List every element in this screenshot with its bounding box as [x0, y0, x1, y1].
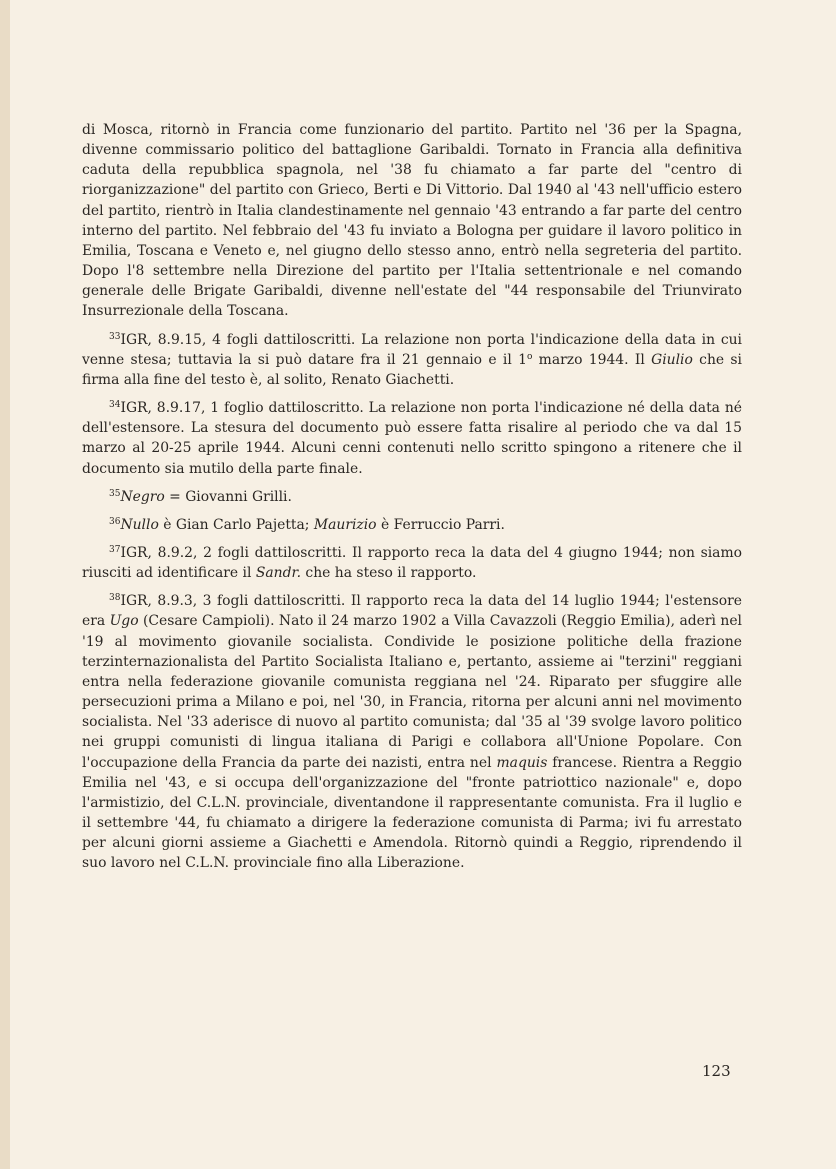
footnote-35	[82, 487, 742, 507]
footnote-number: 36	[109, 516, 121, 527]
codename: Nullo	[120, 516, 159, 533]
footnote-text: marzo 1944. Il	[532, 351, 652, 368]
footnote-36	[82, 515, 742, 535]
footnote-text: IGR, 8.9.2, 2 fogli dattiloscritti. Il rapporto reca la data del 4 giugno 1944; non siamo riusciti ad identificare il	[82, 544, 742, 582]
footnote-text: francese. Rientra a Reggio Emilia nel '43, e si occupa dell'organizzazione del "fronte patriottico nazionale" e, dopo l'armistizio, del C.L.N. provinciale, diventandone il rappresentante comunista. Fra il luglio e il settembre '44, fu chiamato a dirigere la federazione comunista di Parma; ivi fu arrestato per alcuni giorni assieme a Giachetti e Amendola. Ritornò quindi a Reggio, riprendendo il suo lavoro nel C.L.N. provinciale fino alla Liberazione.	[82, 754, 742, 872]
footnote-continuation	[82, 120, 742, 322]
ordinal-marker: o	[526, 351, 533, 362]
footnote-33	[82, 330, 742, 390]
footnote-text: IGR, 8.9.17, 1 foglio dattiloscritto. La relazione non porta l'indicazione né della data né dell'estensore. La stesura del documento può essere fatta risalire al periodo che va dal 15 marzo al 20-25 aprile 1944. Alcuni cenni contenuti nello scritto spingono a ritenere che il documento sia mutilo della parte finale.	[82, 400, 742, 477]
footnote-text: è Gian Carlo Pajetta;	[158, 516, 314, 533]
footnote-34	[82, 398, 742, 479]
footnote-number: 38	[109, 593, 121, 604]
codename: Maurizio	[313, 516, 377, 533]
footnote-text: che ha steso il rapporto.	[301, 565, 477, 582]
codename: Sandr.	[255, 565, 302, 582]
footnote-37	[82, 543, 742, 583]
codename: Ugo	[109, 613, 139, 630]
footnote-number: 35	[109, 488, 121, 499]
footnote-text: IGR, 8.9.3, 3 fogli dattiloscritti. Il rapporto reca la data del 14 luglio 1944; l'estensore era	[82, 593, 742, 630]
codename: Negro	[120, 488, 165, 505]
footnote-text: = Giovanni Grilli.	[164, 488, 292, 505]
codename: Giulio	[651, 351, 693, 368]
continuation-text: di Mosca, ritornò in Francia come funzionario del partito. Partito nel '36 per la Spagna, divenne commissario politico del battaglione Garibaldi. Tornato in Francia alla definitiva caduta della repubblica spagnola, nel '38 fu chiamato a far parte del "centro di riorganizzazione" del partito con Grieco, Berti e Di Vittorio. Dal 1940 al '43 nell'ufficio estero del partito, rientrò in Italia clandestinamente nel gennaio '43 entrando a far parte del centro interno del partito. Nel febbraio del '43 fu inviato a Bologna per guidare il lavoro politico in Emilia, Toscana e Veneto e, nel giugno dello stesso anno, entrò nella segreteria del partito. Dopo l'8 settembre nella Direzione del partito per l'Italia settentrionale e nel comando generale delle Brigate Garibaldi, divenne nell'estate del "44 responsabile del Triunvirato Insurrezionale della Toscana.	[82, 122, 742, 320]
page-number: 123	[702, 1062, 731, 1080]
footnote-text: IGR, 8.9.15, 4 fogli dattiloscritti. La relazione non porta l'indicazione della data in cui venne stesa; tuttavia la si può datare fra il 21 gennaio e il 1	[82, 331, 742, 368]
footnote-number: 33	[109, 331, 121, 342]
footnote-38	[82, 591, 742, 873]
footnote-text: è Ferruccio Parri.	[376, 516, 505, 533]
footnote-text: (Cesare Campioli). Nato il 24 marzo 1902 a Villa Cavazzoli (Reggio Emilia), aderì nel '19 al movimento giovanile socialista. Condivide le posizione politiche della frazione terzinternazionalista del Partito Socialista Italiano e, pertanto, assieme ai "terzini" reggiani entra nella federazione giovanile comunista reggiana nel '24. Riparato per sfuggire alle persecuzioni prima a Milano e poi, nel '30, in Francia, ritorna per alcuni anni nel movimento socialista. Nel '33 aderisce di nuovo al partito comunista; dal '35 al '39 svolge lavoro politico nei gruppi comunisti di lingua italiana di Parigi e collabora all'Unione Popolare. Con l'occupazione della Francia da parte dei nazisti, entra nel	[82, 613, 742, 771]
footnote-text: che si firma alla fine del testo è, al solito, Renato Giachetti.	[82, 351, 742, 388]
footnote-number: 34	[109, 400, 121, 411]
footnote-number: 37	[109, 544, 121, 555]
footnotes-text	[82, 120, 742, 881]
foreign-term: maquis	[496, 754, 548, 771]
